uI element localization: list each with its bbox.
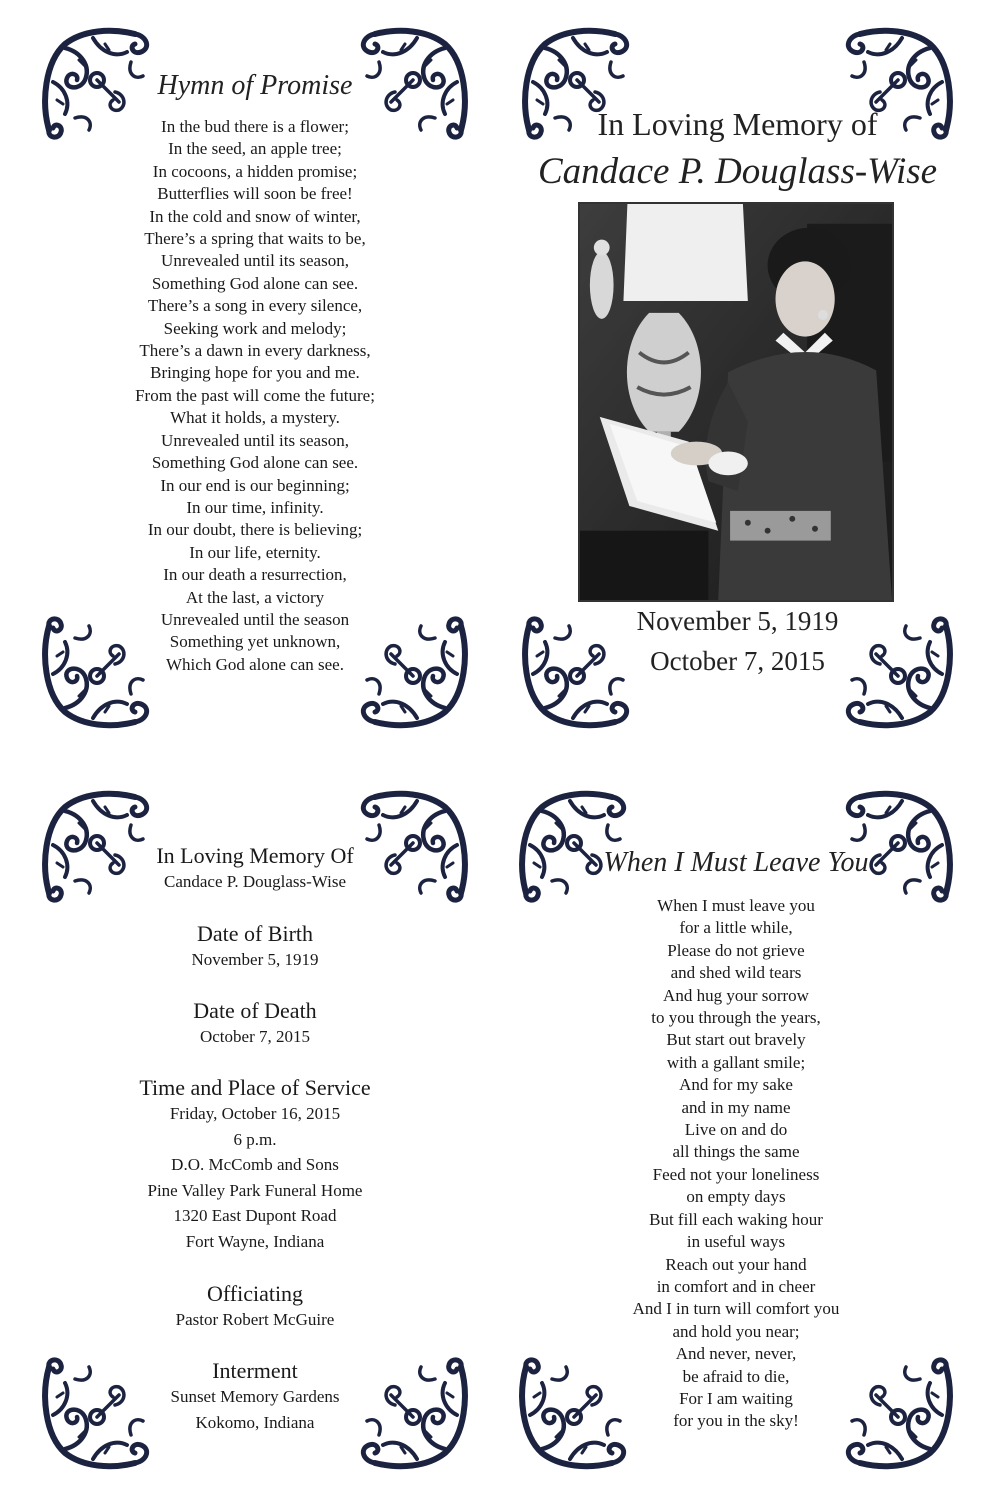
poem-panel [512, 785, 960, 1475]
poem-line: When I must leave you [657, 896, 815, 915]
poem-title: When I Must Leave You [603, 847, 869, 878]
poem-text [512, 895, 960, 1433]
poem-line: and in my name [681, 1097, 791, 1117]
cover-heading: In Loving Memory of [597, 106, 878, 142]
hymn-line: Which God alone can see. [166, 654, 344, 674]
poem-line: Live on and do [684, 1120, 788, 1140]
hymn-line: What it holds, a mystery. [170, 408, 340, 428]
poem-line: Please do not grieve [667, 940, 805, 960]
ornament-icon [840, 785, 960, 905]
poem-line: in comfort and in cheer [656, 1276, 816, 1296]
death-label: Date of Death [193, 998, 317, 1023]
service-line: 1320 East Dupont Road [173, 1206, 337, 1225]
interment-label: Interment [212, 1358, 298, 1383]
hymn-line: In the cold and snow of winter, [149, 206, 361, 226]
poem-line: to you through the years, [651, 1008, 821, 1028]
info-heading: In Loving Memory Of [156, 843, 354, 868]
hymn-line: Bringing hope for you and me. [150, 363, 360, 383]
cover-death-date: October 7, 2015 [650, 646, 825, 676]
hymn-line: Unrevealed until the season [160, 609, 350, 629]
interment-line: Sunset Memory Gardens [170, 1387, 340, 1406]
hymn-title: Hymn of Promise [157, 70, 353, 101]
poem-line: on empty days [686, 1187, 786, 1207]
poem-line: all things the same [672, 1142, 800, 1162]
portrait-photo [578, 202, 894, 602]
poem-line: and hold you near; [672, 1321, 800, 1341]
ornament-icon [512, 785, 632, 905]
service-details [35, 1101, 475, 1254]
hymn-line: Seeking work and melody; [163, 318, 347, 338]
poem-line: Feed not your loneliness [652, 1164, 820, 1184]
service-label: Time and Place of Service [139, 1075, 371, 1100]
hymn-line: In our death a resurrection, [163, 565, 347, 585]
cover-panel [515, 22, 960, 734]
service-line: 6 p.m. [233, 1129, 277, 1149]
birth-label: Date of Birth [196, 921, 314, 946]
birth-value: November 5, 1919 [191, 950, 319, 969]
hymn-panel [35, 22, 475, 734]
info-name: Candace P. Douglass-Wise [163, 872, 347, 891]
hymn-line: At the last, a victory [185, 587, 325, 607]
hymn-line: In the bud there is a flower; [161, 117, 349, 136]
poem-line: Reach out your hand [665, 1254, 807, 1274]
officiating-label: Officiating [206, 1281, 304, 1306]
hymn-line: In cocoons, a hidden promise; [152, 161, 358, 181]
hymn-text [35, 116, 475, 676]
cover-name: Candace P. Douglass-Wise [537, 151, 938, 192]
hymn-line: Something God alone can see. [151, 453, 359, 473]
hymn-line: Unrevealed until its season, [161, 251, 349, 271]
hymn-line: Unrevealed until its season, [161, 430, 349, 450]
hymn-line: In the seed, an apple tree; [168, 139, 342, 159]
poem-line: And for my sake [679, 1075, 793, 1095]
service-line: D.O. McComb and Sons [171, 1155, 339, 1174]
poem-line: For I am waiting [679, 1388, 793, 1408]
poem-line: and shed wild tears [670, 963, 802, 983]
hymn-line: There’s a song in every silence, [147, 296, 363, 316]
hymn-line: Something yet unknown, [169, 632, 341, 652]
hymn-line: From the past will come the future; [135, 385, 375, 405]
poem-line: But fill each waking hour [649, 1209, 823, 1229]
hymn-line: In our life, eternity. [189, 542, 321, 562]
hymn-line: In our time, infinity. [186, 497, 324, 517]
death-value: October 7, 2015 [199, 1027, 310, 1046]
poem-line: But start out bravely [666, 1030, 806, 1050]
service-line: Friday, October 16, 2015 [169, 1104, 341, 1123]
officiating-value: Pastor Robert McGuire [175, 1310, 335, 1329]
poem-line: for a little while, [679, 918, 793, 938]
poem-line: And I in turn will comfort you [632, 1299, 840, 1319]
service-line: Fort Wayne, Indiana [185, 1231, 325, 1251]
hymn-line: There’s a spring that waits to be, [144, 229, 366, 249]
poem-line: with a gallant smile; [666, 1052, 806, 1072]
poem-line: for you in the sky! [673, 1411, 799, 1431]
poem-line: And hug your sorrow [663, 985, 809, 1005]
poem-line: And never, never, [675, 1344, 797, 1364]
hymn-line: Butterflies will soon be free! [157, 184, 353, 204]
interment-line: Kokomo, Indiana [195, 1412, 315, 1432]
poem-line: be afraid to die, [682, 1366, 790, 1386]
poem-line: in useful ways [686, 1232, 786, 1252]
service-line: Pine Valley Park Funeral Home [147, 1180, 363, 1200]
hymn-line: In our doubt, there is believing; [147, 520, 363, 540]
interment-details [35, 1384, 475, 1435]
hymn-line: Something God alone can see. [151, 273, 359, 293]
hymn-line: In our end is our beginning; [160, 475, 350, 495]
cover-birth-date: November 5, 1919 [636, 606, 839, 636]
info-panel [35, 785, 475, 1475]
hymn-line: There’s a dawn in every darkness, [139, 341, 371, 361]
